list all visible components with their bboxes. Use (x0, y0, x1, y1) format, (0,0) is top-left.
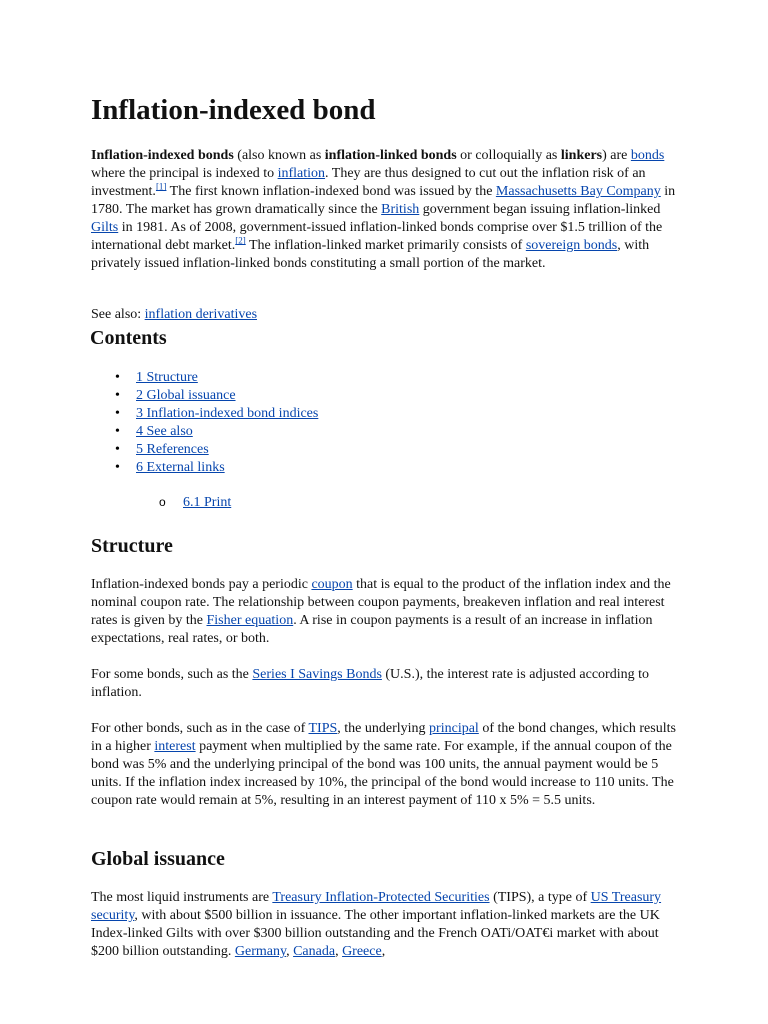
ref-2[interactable]: [2] (235, 235, 246, 246)
see-also-line: See also: inflation derivatives (91, 307, 258, 322)
link-treasury-inflation-protected-securities[interactable]: Treasury Inflation-Protected Securities (272, 890, 490, 905)
link-greece[interactable]: Greece (342, 944, 382, 959)
toc-item (91, 459, 318, 477)
structure-paragraph-3: For other bonds, such as in the case of TIPS, the underlying principal of the bond changes, which results in a higher interest payment when multiplied by the same rate. For example, if the annual coupon of the bond was 5% and the underlying principal of the bond was 100 units, the annual payment would be 5 units. If the inflation index increased by 10%, the principal of the bond would increase to 110 units. The coupon rate would remain at 5%, resulting in an interest payment of 110 x 5% = 5.5 units. (91, 721, 676, 808)
link-us-treasury-security[interactable]: US Treasury security (91, 890, 662, 923)
link-bonds[interactable]: bonds (630, 148, 665, 163)
link-inflation-derivatives[interactable]: inflation derivatives (144, 307, 258, 322)
toc-link-structure[interactable]: 1 Structure (136, 370, 198, 385)
toc-item (91, 423, 318, 441)
toc-item (91, 441, 318, 459)
toc-subitem (91, 494, 231, 512)
toc-link-indices[interactable]: 3 Inflation-indexed bond indices (136, 406, 319, 421)
toc-link-global-issuance[interactable]: 2 Global issuance (136, 388, 236, 403)
toc-item (91, 369, 318, 387)
structure-paragraph-2: For some bonds, such as the Series I Savings Bonds (U.S.), the interest rate is adjusted according to inflation. (91, 667, 649, 700)
toc-list (91, 369, 318, 477)
link-inflation[interactable]: inflation (277, 166, 326, 181)
toc-link-external-links[interactable]: 6 External links (136, 460, 225, 475)
toc-sublist (91, 494, 231, 512)
link-series-i-savings-bonds[interactable]: Series I Savings Bonds (252, 667, 382, 682)
link-tips[interactable]: TIPS (308, 721, 338, 736)
link-sovereign-bonds[interactable]: sovereign bonds (525, 238, 618, 253)
link-fisher-equation[interactable]: Fisher equation (206, 613, 294, 628)
link-british[interactable]: British (381, 202, 420, 217)
toc-link-print[interactable]: 6.1 Print (183, 495, 232, 510)
structure-heading: Structure (91, 535, 173, 557)
link-canada[interactable]: Canada (293, 944, 336, 959)
structure-paragraph-1: Inflation-indexed bonds pay a periodic coupon that is equal to the product of the inflation index and the nominal coupon rate. The relationship between coupon payments, breakeven inflation and real interest rates is given by the Fisher equation. A rise in coupon payments is a result of an increase in inflation expectations, real rates, or both. (91, 577, 671, 646)
page-title: Inflation-indexed bond (91, 94, 376, 126)
link-gilts[interactable]: Gilts (91, 220, 119, 235)
toc-link-references[interactable]: 5 References (136, 442, 209, 457)
toc-item (91, 405, 318, 423)
global-issuance-paragraph: The most liquid instruments are Treasury Inflation-Protected Securities (TIPS), a type of US Treasury security, with about $500 billion in issuance. The other important inflation-linked markets are the UK Index-linked Gilts with over $300 billion outstanding and the French OATi/OAT€i market with about $200 billion outstanding. Germany, Canada, Greece, (91, 890, 662, 959)
ref-1[interactable]: [1] (155, 181, 167, 192)
link-massachusetts-bay-company[interactable]: Massachusetts Bay Company (495, 184, 661, 199)
intro-paragraph: Inflation-indexed bonds (also known as inflation-linked bonds or colloquially as linkers) are bonds where the principal is indexed to inflation. They are thus designed to cut out the inflation risk of an investment.[1] The first known inflation-indexed bond was issued by the Massachusetts Bay Company in 1780. The market has grown dramatically since the British government began issuing inflation-linked Gilts in 1981. As of 2008, government-issued inflation-linked bonds comprise over $1.5 trillion of the international debt market.[2] The inflation-linked market primarily consists of sovereign bonds, with privately issued inflation-linked bonds constituting a small portion of the market. (91, 148, 676, 271)
link-germany[interactable]: Germany (234, 944, 287, 959)
term-linkers: linkers (560, 148, 603, 163)
toc-item (91, 387, 318, 405)
link-coupon[interactable]: coupon (311, 577, 353, 592)
link-interest[interactable]: interest (154, 739, 196, 754)
contents-heading: Contents (90, 327, 167, 349)
global-issuance-heading: Global issuance (91, 848, 225, 870)
term-inflation-linked-bonds: inflation-linked bonds (324, 148, 457, 163)
term-inflation-indexed-bonds: Inflation-indexed bonds (91, 148, 234, 163)
toc-link-see-also[interactable]: 4 See also (136, 424, 193, 439)
link-principal[interactable]: principal (429, 721, 479, 736)
